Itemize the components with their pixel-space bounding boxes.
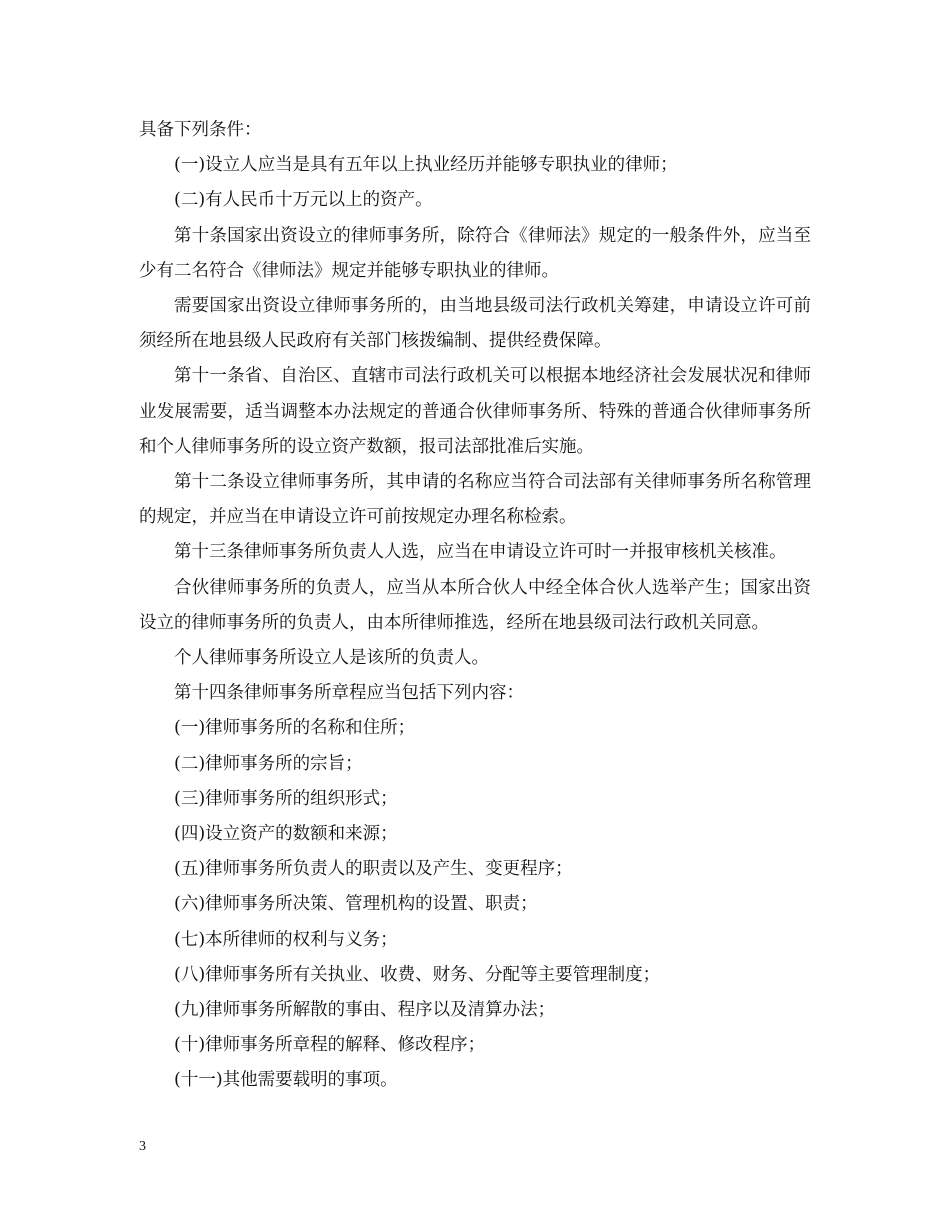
list-item-9: (九)律师事务所解散的事由、程序以及清算办法； xyxy=(174,1000,556,1021)
list-item-4: (四)设立资产的数额和来源； xyxy=(174,824,398,845)
paragraph-4: 需要国家出资设立律师事务所的，由当地县级司法行政机关筹建，申请设立许可前须经所在地县级人民政府有关部门核拨编制、提供经费保障。 xyxy=(139,296,811,352)
paragraph-3: 第十条国家出资设立的律师事务所，除符合《律师法》规定的一般条件外，应当至少有二名符合《律师法》规定并能够专职执业的律师。 xyxy=(139,225,811,281)
list-item-11: (十一)其他需要载明的事项。 xyxy=(174,1070,398,1091)
list-item-6: (六)律师事务所决策、管理机构的设置、职责； xyxy=(174,894,538,915)
page-number: 3 xyxy=(139,1139,146,1154)
list-item-7: (七)本所律师的权利与义务； xyxy=(174,929,398,950)
list-item-5: (五)律师事务所负责人的职责以及产生、变更程序； xyxy=(174,859,573,880)
document-body xyxy=(139,113,811,1099)
paragraph-6: 第十二条设立律师事务所，其申请的名称应当符合司法部有关律师事务所名称管理的规定，并应当在申请设立许可前按规定办理名称检索。 xyxy=(139,472,811,528)
list-item-10: (十)律师事务所章程的解释、修改程序； xyxy=(174,1035,486,1056)
list-item-3: (三)律师事务所的组织形式； xyxy=(174,788,398,809)
paragraph-2: (二)有人民币十万元以上的资产。 xyxy=(174,190,433,211)
paragraph-5: 第十一条省、自治区、直辖市司法行政机关可以根据本地经济社会发展状况和律师业发展需要，适当调整本办法规定的普通合伙律师事务所、特殊的普通合伙律师事务所和个人律师事务所的设立资产数额，报司法部批准后实施。 xyxy=(139,366,811,457)
paragraph-0: 具备下列条件： xyxy=(139,120,262,140)
paragraph-9: 个人律师事务所设立人是该所的负责人。 xyxy=(174,648,489,669)
list-item-1: (一)律师事务所的名称和住所； xyxy=(174,718,416,739)
paragraph-1: (一)设立人应当是具有五年以上执业经历并能够专职执业的律师； xyxy=(174,155,678,176)
paragraph-8: 合伙律师事务所的负责人，应当从本所合伙人中经全体合伙人选举产生；国家出资设立的律师事务所的负责人，由本所律师推选，经所在地县级司法行政机关同意。 xyxy=(139,577,811,633)
list-item-8: (八)律师事务所有关执业、收费、财务、分配等主要管理制度； xyxy=(174,964,661,985)
list-item-2: (二)律师事务所的宗旨； xyxy=(174,753,363,774)
paragraph-10: 第十四条律师事务所章程应当包括下列内容： xyxy=(174,683,524,704)
paragraph-7: 第十三条律师事务所负责人人选，应当在申请设立许可时一并报审核机关核准。 xyxy=(174,542,787,563)
